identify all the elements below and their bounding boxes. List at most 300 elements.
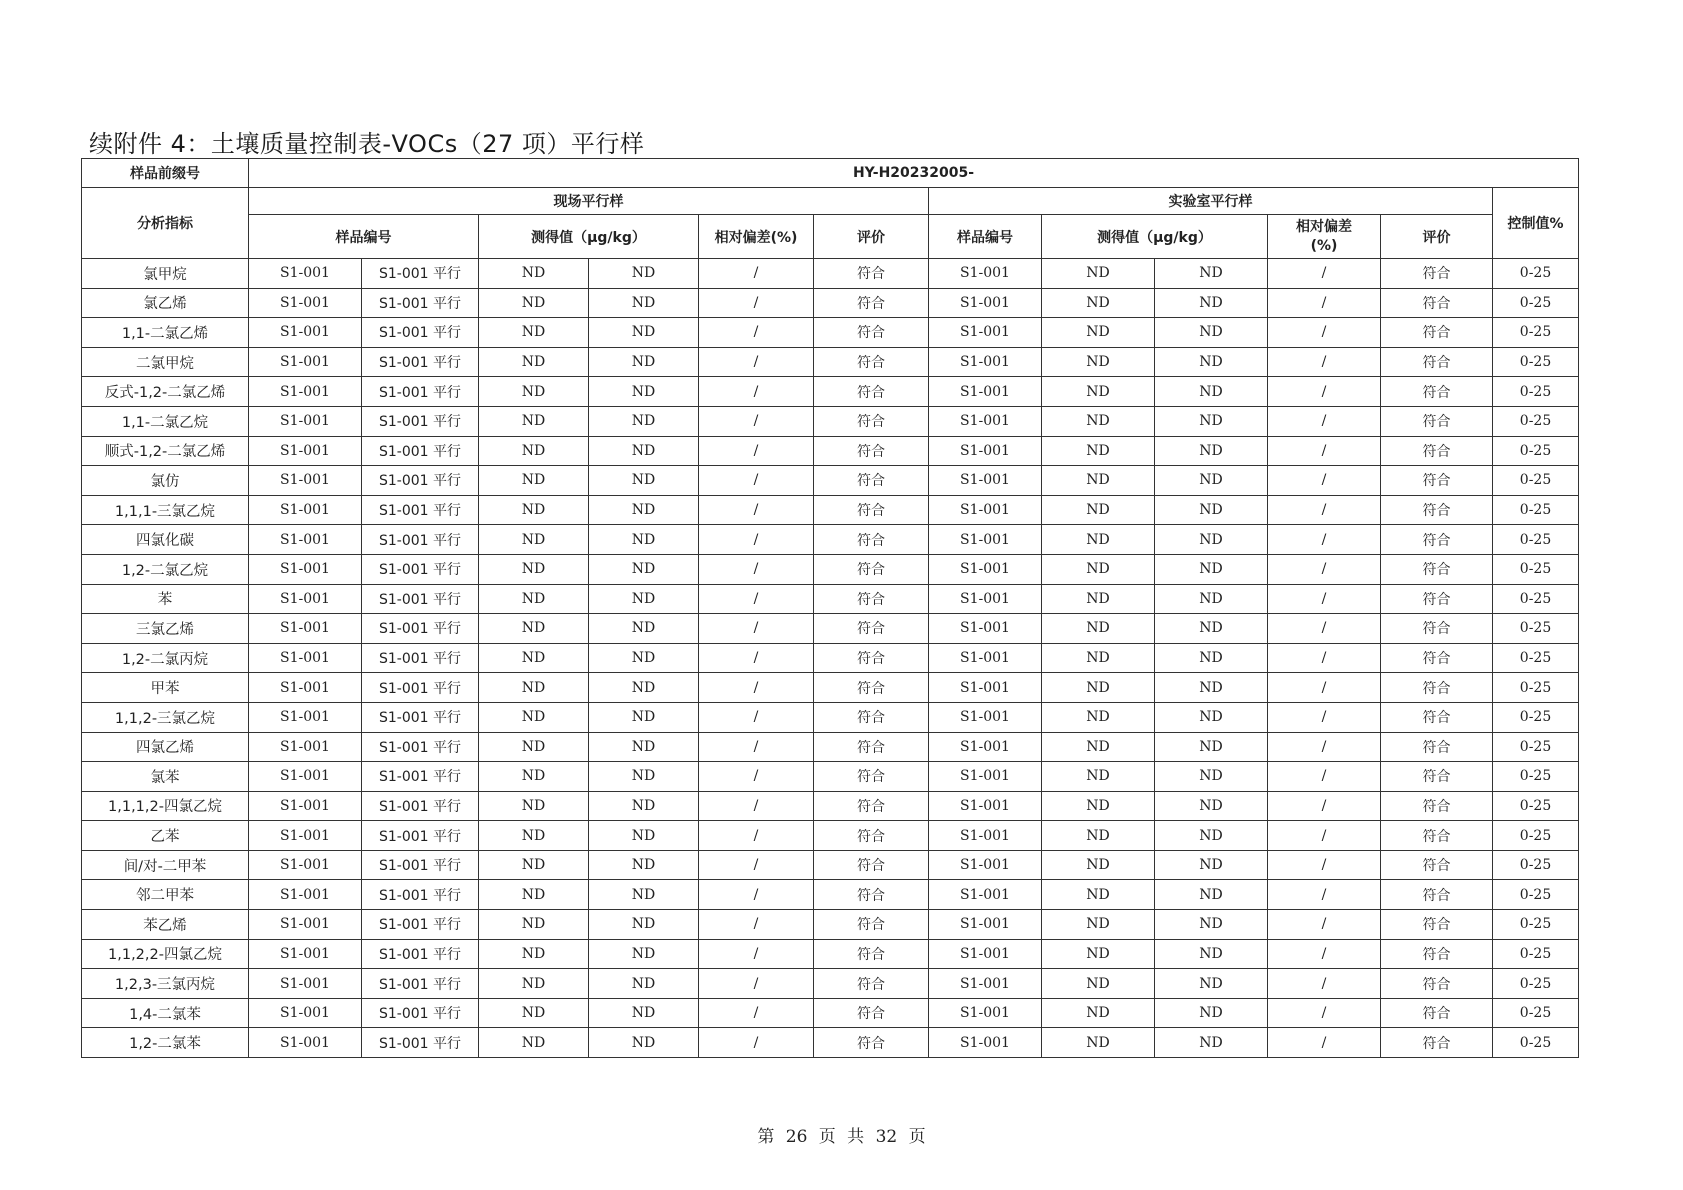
lab-measured-value-2: ND bbox=[1155, 377, 1268, 407]
field-evaluation: 符合 bbox=[814, 998, 929, 1028]
lab-measured-value-1: ND bbox=[1042, 259, 1155, 289]
control-value: 0-25 bbox=[1493, 969, 1579, 999]
lab-evaluation: 符合 bbox=[1381, 821, 1493, 851]
lab-measured-value-2: ND bbox=[1155, 791, 1268, 821]
field-sample-id: S1-001 bbox=[249, 525, 362, 555]
control-value: 0-25 bbox=[1493, 466, 1579, 496]
field-sample-id: S1-001 bbox=[249, 762, 362, 792]
control-value: 0-25 bbox=[1493, 436, 1579, 466]
lab-evaluation: 符合 bbox=[1381, 1028, 1493, 1058]
field-measured-value-1: ND bbox=[479, 495, 589, 525]
field-relative-deviation: / bbox=[699, 318, 814, 348]
sample-prefix-value: HY-H20232005- bbox=[249, 159, 1579, 188]
field-sample-id: S1-001 bbox=[249, 910, 362, 940]
lab-sample-id: S1-001 bbox=[929, 288, 1042, 318]
lab-relative-deviation: / bbox=[1268, 584, 1381, 614]
table-row bbox=[82, 259, 1579, 289]
lab-measured-value-2: ND bbox=[1155, 584, 1268, 614]
field-evaluation: 符合 bbox=[814, 850, 929, 880]
lab-sample-id: S1-001 bbox=[929, 495, 1042, 525]
field-evaluation: 符合 bbox=[814, 732, 929, 762]
field-parallel-sample-id: S1-001 平行 bbox=[362, 466, 479, 496]
field-parallel-sample-id: S1-001 平行 bbox=[362, 791, 479, 821]
table-row bbox=[82, 377, 1579, 407]
lab-evaluation: 符合 bbox=[1381, 910, 1493, 940]
lab-evaluation: 符合 bbox=[1381, 969, 1493, 999]
lab-measured-value-2: ND bbox=[1155, 554, 1268, 584]
lab-relative-deviation: / bbox=[1268, 850, 1381, 880]
field-sample-id-header: 样品编号 bbox=[249, 215, 479, 259]
field-sample-id: S1-001 bbox=[249, 436, 362, 466]
lab-relative-deviation: / bbox=[1268, 643, 1381, 673]
lab-relative-deviation: / bbox=[1268, 880, 1381, 910]
analyte-name: 四氯乙烯 bbox=[82, 732, 249, 762]
field-measured-value-1: ND bbox=[479, 466, 589, 496]
lab-measured-value-2: ND bbox=[1155, 673, 1268, 703]
analyte-name: 1,1,2,2-四氯乙烷 bbox=[82, 939, 249, 969]
field-measured-value-1: ND bbox=[479, 998, 589, 1028]
field-parallel-sample-id: S1-001 平行 bbox=[362, 495, 479, 525]
lab-evaluation: 符合 bbox=[1381, 880, 1493, 910]
lab-measured-value-2: ND bbox=[1155, 318, 1268, 348]
field-parallel-sample-id: S1-001 平行 bbox=[362, 377, 479, 407]
control-value: 0-25 bbox=[1493, 880, 1579, 910]
field-sample-id: S1-001 bbox=[249, 850, 362, 880]
field-parallel-sample-id: S1-001 平行 bbox=[362, 436, 479, 466]
control-value: 0-25 bbox=[1493, 732, 1579, 762]
field-relative-deviation: / bbox=[699, 614, 814, 644]
analyte-name: 1,2,3-三氯丙烷 bbox=[82, 969, 249, 999]
lab-relative-deviation: / bbox=[1268, 614, 1381, 644]
lab-measured-value-2: ND bbox=[1155, 762, 1268, 792]
field-sample-id: S1-001 bbox=[249, 821, 362, 851]
lab-evaluation: 符合 bbox=[1381, 436, 1493, 466]
analyte-name: 氯乙烯 bbox=[82, 288, 249, 318]
lab-sample-id: S1-001 bbox=[929, 318, 1042, 348]
control-value: 0-25 bbox=[1493, 850, 1579, 880]
lab-measured-value-1: ND bbox=[1042, 614, 1155, 644]
field-parallel-sample-id: S1-001 平行 bbox=[362, 288, 479, 318]
lab-sample-id: S1-001 bbox=[929, 673, 1042, 703]
field-measured-value-1: ND bbox=[479, 880, 589, 910]
lab-relative-deviation: / bbox=[1268, 939, 1381, 969]
table-row bbox=[82, 406, 1579, 436]
lab-measured-value-2: ND bbox=[1155, 821, 1268, 851]
lab-evaluation: 符合 bbox=[1381, 614, 1493, 644]
lab-measured-value-2: ND bbox=[1155, 495, 1268, 525]
lab-measured-value-1: ND bbox=[1042, 288, 1155, 318]
control-value: 0-25 bbox=[1493, 821, 1579, 851]
lab-relative-deviation: / bbox=[1268, 969, 1381, 999]
analyte-name: 苯乙烯 bbox=[82, 910, 249, 940]
field-evaluation: 符合 bbox=[814, 702, 929, 732]
field-measured-value-1: ND bbox=[479, 584, 589, 614]
field-relative-deviation: / bbox=[699, 347, 814, 377]
field-parallel-sample-id: S1-001 平行 bbox=[362, 259, 479, 289]
lab-sample-id: S1-001 bbox=[929, 850, 1042, 880]
lab-measured-header: 测得值（μg/kg） bbox=[1042, 215, 1268, 259]
lab-rel-dev-header: 相对偏差(%) bbox=[1268, 215, 1381, 259]
lab-measured-value-2: ND bbox=[1155, 406, 1268, 436]
lab-measured-value-2: ND bbox=[1155, 643, 1268, 673]
lab-measured-value-2: ND bbox=[1155, 998, 1268, 1028]
analyte-name: 1,1,1,2-四氯乙烷 bbox=[82, 791, 249, 821]
field-evaluation: 符合 bbox=[814, 673, 929, 703]
field-measured-value-1: ND bbox=[479, 347, 589, 377]
field-sample-id: S1-001 bbox=[249, 495, 362, 525]
lab-parallel-header: 实验室平行样 bbox=[929, 188, 1493, 215]
control-value: 0-25 bbox=[1493, 377, 1579, 407]
field-parallel-sample-id: S1-001 平行 bbox=[362, 406, 479, 436]
field-measured-value-2: ND bbox=[589, 1028, 699, 1058]
field-sample-id: S1-001 bbox=[249, 259, 362, 289]
lab-sample-id: S1-001 bbox=[929, 821, 1042, 851]
control-value: 0-25 bbox=[1493, 525, 1579, 555]
field-sample-id: S1-001 bbox=[249, 969, 362, 999]
field-measured-value-2: ND bbox=[589, 850, 699, 880]
field-measured-value-1: ND bbox=[479, 318, 589, 348]
lab-evaluation: 符合 bbox=[1381, 406, 1493, 436]
field-parallel-sample-id: S1-001 平行 bbox=[362, 969, 479, 999]
field-measured-value-1: ND bbox=[479, 643, 589, 673]
field-measured-value-2: ND bbox=[589, 525, 699, 555]
field-evaluation: 符合 bbox=[814, 318, 929, 348]
table-row bbox=[82, 732, 1579, 762]
lab-measured-value-1: ND bbox=[1042, 910, 1155, 940]
field-parallel-sample-id: S1-001 平行 bbox=[362, 525, 479, 555]
lab-sample-id-header: 样品编号 bbox=[929, 215, 1042, 259]
field-relative-deviation: / bbox=[699, 998, 814, 1028]
field-relative-deviation: / bbox=[699, 554, 814, 584]
lab-evaluation: 符合 bbox=[1381, 791, 1493, 821]
field-sample-id: S1-001 bbox=[249, 673, 362, 703]
field-relative-deviation: / bbox=[699, 466, 814, 496]
lab-measured-value-2: ND bbox=[1155, 1028, 1268, 1058]
table-row bbox=[82, 850, 1579, 880]
lab-measured-value-2: ND bbox=[1155, 939, 1268, 969]
lab-sample-id: S1-001 bbox=[929, 259, 1042, 289]
lab-evaluation: 符合 bbox=[1381, 347, 1493, 377]
analyte-name: 二氯甲烷 bbox=[82, 347, 249, 377]
analyte-name: 1,1-二氯乙烯 bbox=[82, 318, 249, 348]
table-row bbox=[82, 998, 1579, 1028]
field-evaluation: 符合 bbox=[814, 495, 929, 525]
field-parallel-sample-id: S1-001 平行 bbox=[362, 910, 479, 940]
field-measured-value-1: ND bbox=[479, 525, 589, 555]
field-measured-value-1: ND bbox=[479, 850, 589, 880]
field-sample-id: S1-001 bbox=[249, 791, 362, 821]
table-body bbox=[82, 259, 1579, 1058]
table-row bbox=[82, 1028, 1579, 1058]
lab-sample-id: S1-001 bbox=[929, 702, 1042, 732]
field-parallel-header: 现场平行样 bbox=[249, 188, 929, 215]
lab-evaluation: 符合 bbox=[1381, 288, 1493, 318]
lab-sample-id: S1-001 bbox=[929, 939, 1042, 969]
field-measured-value-1: ND bbox=[479, 673, 589, 703]
field-parallel-sample-id: S1-001 平行 bbox=[362, 762, 479, 792]
table-row bbox=[82, 466, 1579, 496]
field-parallel-sample-id: S1-001 平行 bbox=[362, 643, 479, 673]
lab-measured-value-1: ND bbox=[1042, 495, 1155, 525]
field-relative-deviation: / bbox=[699, 702, 814, 732]
field-measured-value-1: ND bbox=[479, 377, 589, 407]
field-relative-deviation: / bbox=[699, 259, 814, 289]
field-parallel-sample-id: S1-001 平行 bbox=[362, 584, 479, 614]
field-parallel-sample-id: S1-001 平行 bbox=[362, 732, 479, 762]
table-row bbox=[82, 791, 1579, 821]
lab-sample-id: S1-001 bbox=[929, 969, 1042, 999]
field-relative-deviation: / bbox=[699, 495, 814, 525]
field-measured-value-2: ND bbox=[589, 643, 699, 673]
field-measured-value-2: ND bbox=[589, 969, 699, 999]
lab-measured-value-1: ND bbox=[1042, 466, 1155, 496]
lab-relative-deviation: / bbox=[1268, 495, 1381, 525]
field-relative-deviation: / bbox=[699, 436, 814, 466]
field-sample-id: S1-001 bbox=[249, 318, 362, 348]
field-evaluation: 符合 bbox=[814, 614, 929, 644]
lab-relative-deviation: / bbox=[1268, 791, 1381, 821]
field-relative-deviation: / bbox=[699, 1028, 814, 1058]
lab-evaluation: 符合 bbox=[1381, 466, 1493, 496]
lab-sample-id: S1-001 bbox=[929, 406, 1042, 436]
control-value: 0-25 bbox=[1493, 643, 1579, 673]
field-relative-deviation: / bbox=[699, 880, 814, 910]
field-parallel-sample-id: S1-001 平行 bbox=[362, 939, 479, 969]
table-row bbox=[82, 554, 1579, 584]
analyte-name: 1,2-二氯乙烷 bbox=[82, 554, 249, 584]
field-sample-id: S1-001 bbox=[249, 614, 362, 644]
analyte-name: 1,4-二氯苯 bbox=[82, 998, 249, 1028]
field-measured-value-2: ND bbox=[589, 288, 699, 318]
field-sample-id: S1-001 bbox=[249, 1028, 362, 1058]
field-parallel-sample-id: S1-001 平行 bbox=[362, 1028, 479, 1058]
page-footer: 第 26 页 共 32 页 bbox=[757, 1127, 926, 1147]
analyte-name: 苯 bbox=[82, 584, 249, 614]
field-sample-id: S1-001 bbox=[249, 732, 362, 762]
lab-sample-id: S1-001 bbox=[929, 525, 1042, 555]
lab-sample-id: S1-001 bbox=[929, 998, 1042, 1028]
field-measured-value-2: ND bbox=[589, 436, 699, 466]
lab-measured-value-1: ND bbox=[1042, 554, 1155, 584]
lab-measured-value-2: ND bbox=[1155, 702, 1268, 732]
field-measured-value-2: ND bbox=[589, 406, 699, 436]
field-measured-header: 测得值（μg/kg） bbox=[479, 215, 699, 259]
table-row bbox=[82, 584, 1579, 614]
lab-measured-value-1: ND bbox=[1042, 998, 1155, 1028]
table-row bbox=[82, 762, 1579, 792]
lab-relative-deviation: / bbox=[1268, 259, 1381, 289]
lab-sample-id: S1-001 bbox=[929, 643, 1042, 673]
field-sample-id: S1-001 bbox=[249, 880, 362, 910]
field-measured-value-1: ND bbox=[479, 969, 589, 999]
field-measured-value-2: ND bbox=[589, 880, 699, 910]
table-row bbox=[82, 702, 1579, 732]
field-measured-value-2: ND bbox=[589, 939, 699, 969]
lab-relative-deviation: / bbox=[1268, 554, 1381, 584]
lab-relative-deviation: / bbox=[1268, 821, 1381, 851]
lab-evaluation: 符合 bbox=[1381, 850, 1493, 880]
control-value: 0-25 bbox=[1493, 1028, 1579, 1058]
lab-measured-value-1: ND bbox=[1042, 880, 1155, 910]
lab-evaluation: 符合 bbox=[1381, 554, 1493, 584]
field-evaluation: 符合 bbox=[814, 377, 929, 407]
lab-relative-deviation: / bbox=[1268, 347, 1381, 377]
field-measured-value-1: ND bbox=[479, 791, 589, 821]
field-measured-value-1: ND bbox=[479, 288, 589, 318]
field-measured-value-1: ND bbox=[479, 939, 589, 969]
field-sample-id: S1-001 bbox=[249, 554, 362, 584]
lab-evaluation: 符合 bbox=[1381, 702, 1493, 732]
field-relative-deviation: / bbox=[699, 377, 814, 407]
lab-measured-value-1: ND bbox=[1042, 673, 1155, 703]
control-value: 0-25 bbox=[1493, 584, 1579, 614]
field-eval-header: 评价 bbox=[814, 215, 929, 259]
lab-measured-value-2: ND bbox=[1155, 614, 1268, 644]
control-value: 0-25 bbox=[1493, 910, 1579, 940]
field-parallel-sample-id: S1-001 平行 bbox=[362, 554, 479, 584]
lab-measured-value-2: ND bbox=[1155, 288, 1268, 318]
lab-measured-value-2: ND bbox=[1155, 436, 1268, 466]
field-evaluation: 符合 bbox=[814, 288, 929, 318]
field-parallel-sample-id: S1-001 平行 bbox=[362, 850, 479, 880]
field-relative-deviation: / bbox=[699, 762, 814, 792]
lab-measured-value-1: ND bbox=[1042, 377, 1155, 407]
lab-sample-id: S1-001 bbox=[929, 791, 1042, 821]
lab-relative-deviation: / bbox=[1268, 525, 1381, 555]
lab-evaluation: 符合 bbox=[1381, 939, 1493, 969]
field-measured-value-2: ND bbox=[589, 347, 699, 377]
field-measured-value-2: ND bbox=[589, 554, 699, 584]
control-value: 0-25 bbox=[1493, 673, 1579, 703]
field-measured-value-2: ND bbox=[589, 673, 699, 703]
field-measured-value-1: ND bbox=[479, 1028, 589, 1058]
field-parallel-sample-id: S1-001 平行 bbox=[362, 880, 479, 910]
control-value: 0-25 bbox=[1493, 288, 1579, 318]
field-sample-id: S1-001 bbox=[249, 939, 362, 969]
control-value: 0-25 bbox=[1493, 259, 1579, 289]
lab-sample-id: S1-001 bbox=[929, 377, 1042, 407]
analyte-name: 1,1,1-三氯乙烷 bbox=[82, 495, 249, 525]
field-parallel-sample-id: S1-001 平行 bbox=[362, 347, 479, 377]
analyte-name: 1,1-二氯乙烷 bbox=[82, 406, 249, 436]
field-evaluation: 符合 bbox=[814, 584, 929, 614]
lab-measured-value-2: ND bbox=[1155, 466, 1268, 496]
lab-evaluation: 符合 bbox=[1381, 259, 1493, 289]
control-value: 0-25 bbox=[1493, 702, 1579, 732]
analyte-name: 氯苯 bbox=[82, 762, 249, 792]
lab-relative-deviation: / bbox=[1268, 762, 1381, 792]
field-evaluation: 符合 bbox=[814, 347, 929, 377]
field-measured-value-1: ND bbox=[479, 762, 589, 792]
lab-measured-value-1: ND bbox=[1042, 643, 1155, 673]
field-sample-id: S1-001 bbox=[249, 406, 362, 436]
field-parallel-sample-id: S1-001 平行 bbox=[362, 318, 479, 348]
header-row-columns bbox=[82, 215, 1579, 259]
lab-evaluation: 符合 bbox=[1381, 377, 1493, 407]
field-evaluation: 符合 bbox=[814, 525, 929, 555]
field-measured-value-2: ND bbox=[589, 259, 699, 289]
field-measured-value-2: ND bbox=[589, 377, 699, 407]
table-row bbox=[82, 614, 1579, 644]
lab-sample-id: S1-001 bbox=[929, 910, 1042, 940]
field-evaluation: 符合 bbox=[814, 880, 929, 910]
field-measured-value-2: ND bbox=[589, 495, 699, 525]
control-value: 0-25 bbox=[1493, 791, 1579, 821]
lab-evaluation: 符合 bbox=[1381, 673, 1493, 703]
lab-sample-id: S1-001 bbox=[929, 347, 1042, 377]
field-measured-value-2: ND bbox=[589, 910, 699, 940]
lab-measured-value-1: ND bbox=[1042, 406, 1155, 436]
lab-evaluation: 符合 bbox=[1381, 732, 1493, 762]
field-evaluation: 符合 bbox=[814, 466, 929, 496]
field-sample-id: S1-001 bbox=[249, 288, 362, 318]
analyte-name: 1,2-二氯苯 bbox=[82, 1028, 249, 1058]
lab-measured-value-1: ND bbox=[1042, 762, 1155, 792]
lab-measured-value-2: ND bbox=[1155, 850, 1268, 880]
field-measured-value-1: ND bbox=[479, 406, 589, 436]
field-measured-value-1: ND bbox=[479, 910, 589, 940]
analyte-name: 乙苯 bbox=[82, 821, 249, 851]
table-row bbox=[82, 347, 1579, 377]
field-evaluation: 符合 bbox=[814, 406, 929, 436]
analyte-name: 间/对-二甲苯 bbox=[82, 850, 249, 880]
lab-measured-value-1: ND bbox=[1042, 850, 1155, 880]
lab-sample-id: S1-001 bbox=[929, 880, 1042, 910]
field-sample-id: S1-001 bbox=[249, 466, 362, 496]
control-value: 0-25 bbox=[1493, 347, 1579, 377]
field-parallel-sample-id: S1-001 平行 bbox=[362, 821, 479, 851]
lab-relative-deviation: / bbox=[1268, 406, 1381, 436]
lab-relative-deviation: / bbox=[1268, 1028, 1381, 1058]
lab-measured-value-1: ND bbox=[1042, 791, 1155, 821]
control-value: 0-25 bbox=[1493, 939, 1579, 969]
field-relative-deviation: / bbox=[699, 673, 814, 703]
analyte-name: 反式-1,2-二氯乙烯 bbox=[82, 377, 249, 407]
lab-relative-deviation: / bbox=[1268, 732, 1381, 762]
lab-measured-value-1: ND bbox=[1042, 969, 1155, 999]
field-measured-value-2: ND bbox=[589, 614, 699, 644]
lab-evaluation: 符合 bbox=[1381, 762, 1493, 792]
field-relative-deviation: / bbox=[699, 791, 814, 821]
header-row-groups bbox=[82, 188, 1579, 215]
field-evaluation: 符合 bbox=[814, 436, 929, 466]
lab-measured-value-2: ND bbox=[1155, 525, 1268, 555]
field-relative-deviation: / bbox=[699, 584, 814, 614]
field-evaluation: 符合 bbox=[814, 939, 929, 969]
lab-measured-value-1: ND bbox=[1042, 702, 1155, 732]
analyte-name: 四氯化碳 bbox=[82, 525, 249, 555]
control-value: 0-25 bbox=[1493, 762, 1579, 792]
sample-prefix-label: 样品前缀号 bbox=[82, 159, 249, 188]
field-evaluation: 符合 bbox=[814, 910, 929, 940]
field-measured-value-2: ND bbox=[589, 466, 699, 496]
field-relative-deviation: / bbox=[699, 643, 814, 673]
analyte-name: 1,1,2-三氯乙烷 bbox=[82, 702, 249, 732]
field-evaluation: 符合 bbox=[814, 762, 929, 792]
lab-eval-header: 评价 bbox=[1381, 215, 1493, 259]
field-evaluation: 符合 bbox=[814, 969, 929, 999]
field-rel-dev-header: 相对偏差(%) bbox=[699, 215, 814, 259]
lab-relative-deviation: / bbox=[1268, 377, 1381, 407]
field-measured-value-1: ND bbox=[479, 259, 589, 289]
lab-measured-value-2: ND bbox=[1155, 880, 1268, 910]
header-row-prefix bbox=[82, 159, 1579, 188]
lab-evaluation: 符合 bbox=[1381, 643, 1493, 673]
field-measured-value-1: ND bbox=[479, 436, 589, 466]
table-row bbox=[82, 525, 1579, 555]
lab-relative-deviation: / bbox=[1268, 318, 1381, 348]
lab-sample-id: S1-001 bbox=[929, 614, 1042, 644]
